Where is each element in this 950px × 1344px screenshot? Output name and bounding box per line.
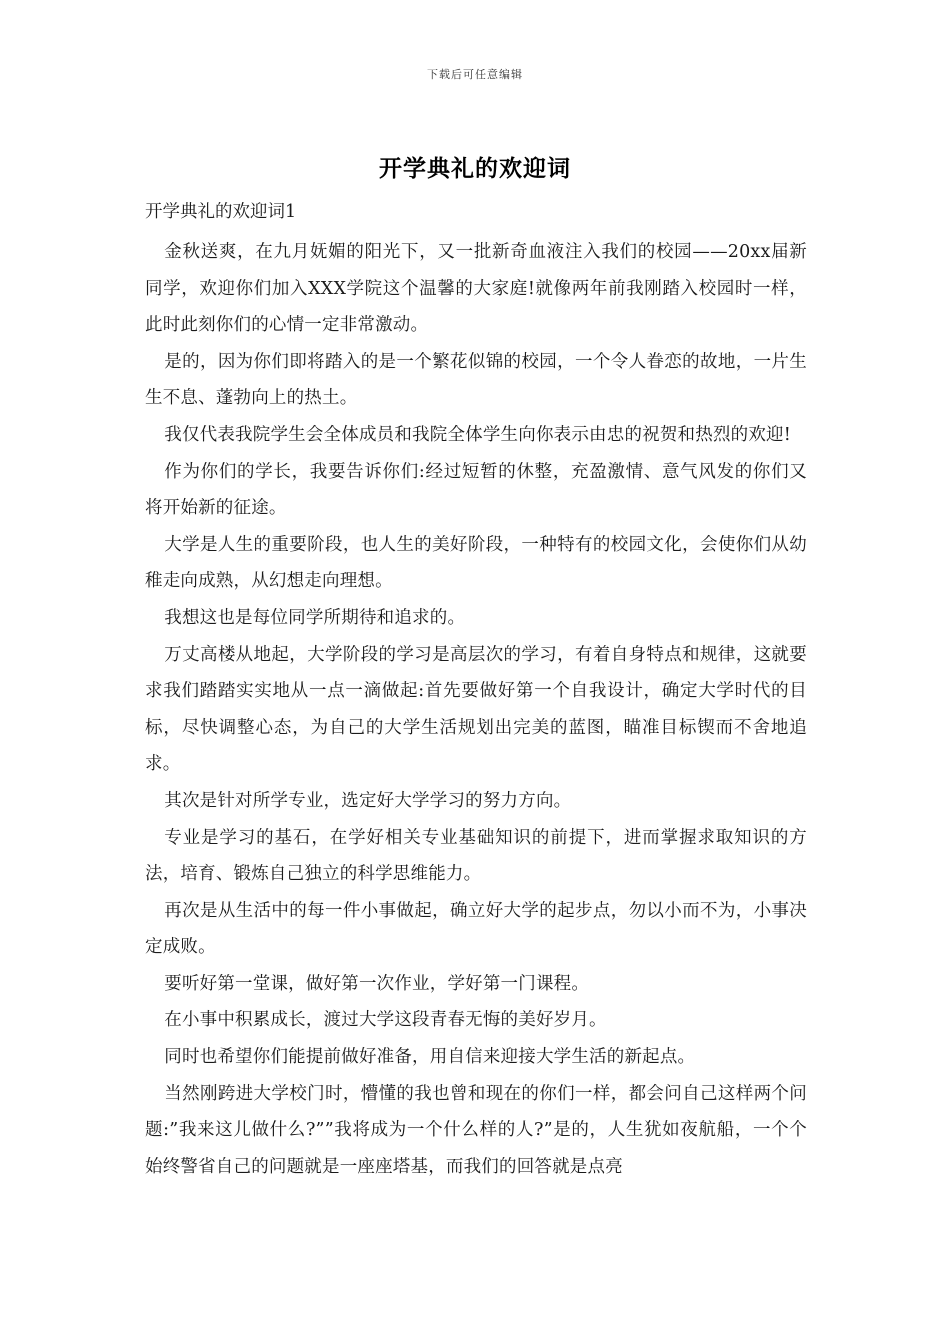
paragraph: 我想这也是每位同学所期待和追求的。 — [164, 607, 466, 628]
document-title: 开学典礼的欢迎词 — [379, 155, 571, 182]
paragraph: 在小事中积累成长，渡过大学这段青春无悔的美好岁月。 — [164, 1010, 607, 1031]
document-body — [145, 198, 807, 1185]
paragraph: 作为你们的学长，我要告诉你们:经过短暂的休整，充盈激情、意气风发的你们又将开始新的征途。 — [145, 461, 807, 519]
paragraph: 专业是学习的基石，在学好相关专业基础知识的前提下，进而掌握求取知识的方法，培育、锻炼自己独立的科学思维能力。 — [145, 827, 807, 885]
paragraph: 是的，因为你们即将踏入的是一个繁花似锦的校园，一个令人眷恋的故地，一片生生不息、蓬勃向上的热土。 — [145, 351, 807, 409]
paragraph: 要听好第一堂课，做好第一次作业，学好第一门课程。 — [164, 973, 590, 994]
paragraph: 同时也希望你们能提前做好准备，用自信来迎接大学生活的新起点。 — [164, 1047, 696, 1068]
paragraph: 万丈高楼从地起，大学阶段的学习是高层次的学习，有着自身特点和规律，这就要求我们踏踏实实地从一点一滴做起:首先要做好第一个自我设计，确定大学时代的目标，尽快调整心态，为自己的大学生活规划出完美的蓝图，瞄准目标锲而不舍地追求。 — [145, 644, 807, 775]
paragraph: 其次是针对所学专业，选定好大学学习的努力方向。 — [164, 790, 572, 811]
paragraph: 金秋送爽，在九月妩媚的阳光下，又一批新奇血液注入我们的校园——20xx届新同学，欢迎你们加入XXX学院这个温馨的大家庭!就像两年前我刚踏入校园时一样，此时此刻你们的心情一定非常激动。 — [145, 242, 807, 336]
paragraph: 再次是从生活中的每一件小事做起，确立好大学的起步点，勿以小而不为，小事决定成败。 — [145, 900, 807, 958]
header-note: 下载后可任意编辑 — [427, 68, 523, 81]
section-subtitle: 开学典礼的欢迎词1 — [145, 202, 297, 222]
paragraph: 我仅代表我院学生会全体成员和我院全体学生向你表示由忠的祝贺和热烈的欢迎! — [164, 424, 791, 445]
paragraph: 当然刚跨进大学校门时，懵懂的我也曾和现在的你们一样，都会问自己这样两个问题:”我来这儿做什么?””我将成为一个什么样的人?”是的，人生犹如夜航船，一个个始终警省自己的问题就是一座座塔基，而我们的回答就是点亮 — [145, 1083, 807, 1177]
paragraph: 大学是人生的重要阶段，也人生的美好阶段，一种特有的校园文化，会使你们从幼稚走向成熟，从幻想走向理想。 — [145, 534, 807, 592]
